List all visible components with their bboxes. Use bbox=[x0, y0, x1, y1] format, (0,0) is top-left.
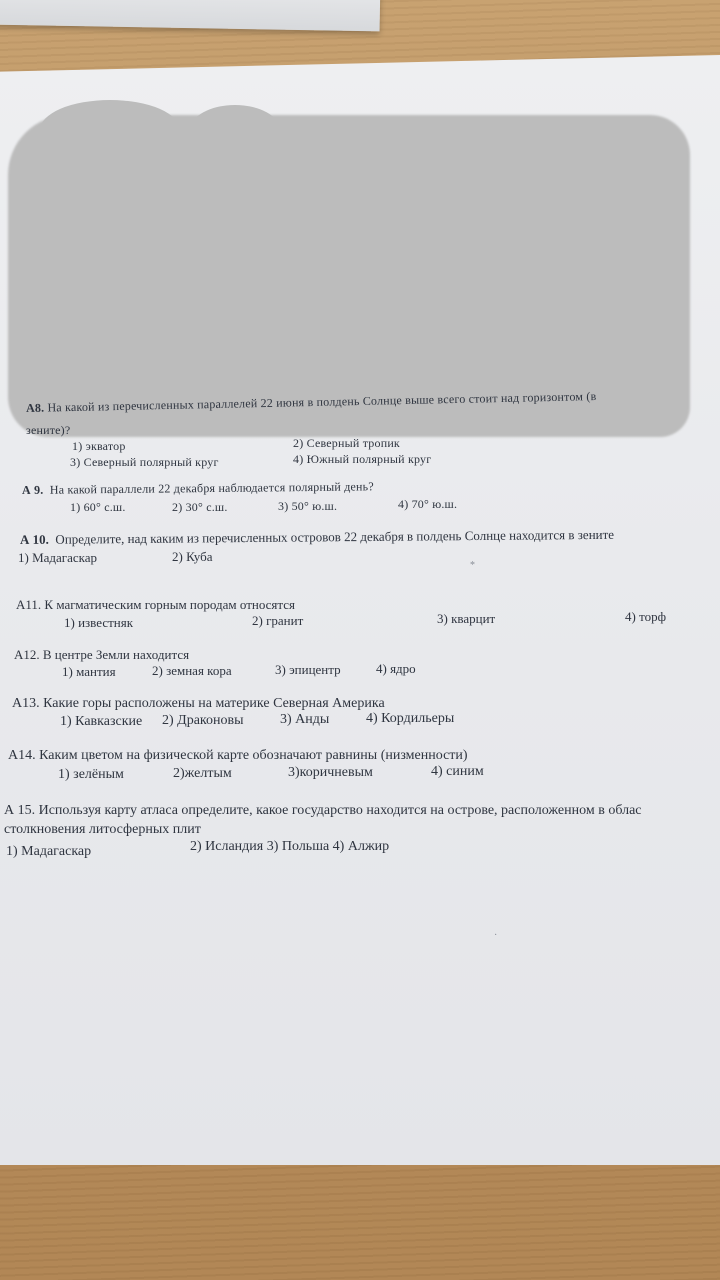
question-a8-text-line2: зените)? bbox=[26, 423, 71, 437]
question-a8-text-line1: На какой из перечисленных параллелей 22 июня в полдень Солнце выше всего стоит над горизонтом (в bbox=[47, 389, 597, 415]
question-a9-option-1: 1) 60° с.ш. bbox=[70, 500, 126, 514]
question-a15-option-1: 1) Мадагаскар bbox=[6, 844, 92, 859]
question-a8-option-2: 2) Северный тропик bbox=[293, 436, 400, 450]
question-a13-option-1: 1) Кавказские bbox=[60, 714, 143, 729]
paper-speck: * bbox=[470, 560, 475, 571]
question-a8-number: А8. bbox=[25, 400, 45, 415]
question-a12-text: А12. В центре Земли находится bbox=[14, 647, 190, 662]
question-a15-text-line1: А 15. Используя карту атласа определите, какое государство находится на острове, расположенном в облас bbox=[4, 803, 642, 818]
redacted-area-edge bbox=[40, 100, 180, 160]
question-a14-option-4: 4) синим bbox=[431, 764, 484, 779]
question-a13-option-3: 3) Анды bbox=[280, 712, 330, 727]
question-a9-text bbox=[22, 480, 374, 496]
question-a11-option-2: 2) гранит bbox=[252, 613, 304, 628]
question-a15-options-2-4: 2) Исландия 3) Польша 4) Алжир bbox=[190, 839, 390, 854]
background-paper-sheet bbox=[0, 0, 380, 31]
question-a13-text: А13. Какие горы расположены на материке Северная Америка bbox=[12, 696, 385, 711]
question-a9-option-3: 3) 50° ю.ш. bbox=[278, 499, 338, 513]
question-a12-option-3: 3) эпицентр bbox=[275, 662, 341, 677]
question-a9-number: А 9. bbox=[21, 482, 44, 497]
question-a9-text-body: На какой параллели 22 декабря наблюдается полярный день? bbox=[49, 479, 374, 497]
question-a10-text-body: Определите, над каким из перечисленных островов 22 декабря в полдень Солнце находится в зените bbox=[55, 526, 615, 547]
question-a8-option-4: 4) Южный полярный круг bbox=[293, 452, 432, 466]
question-a13-option-2: 2) Драконовы bbox=[162, 713, 244, 728]
question-a14-option-3: 3)коричневым bbox=[288, 765, 373, 780]
redacted-area-edge bbox=[420, 160, 670, 220]
question-a9-option-2: 2) 30° с.ш. bbox=[172, 500, 228, 514]
question-a14-option-2: 2)желтым bbox=[173, 766, 232, 781]
question-a11-option-4: 4) торф bbox=[625, 609, 667, 624]
question-a12-option-2: 2) земная кора bbox=[152, 663, 232, 678]
question-a10-number: А 10. bbox=[19, 531, 49, 547]
redacted-area-edge bbox=[190, 105, 280, 155]
question-a11-text: А11. К магматическим горным породам относятся bbox=[16, 597, 296, 612]
question-a14-text: А14. Каким цветом на физической карте обозначают равнины (низменности) bbox=[8, 748, 468, 763]
question-a8-option-1: 1) экватор bbox=[72, 439, 126, 453]
question-a14-option-1: 1) зелёным bbox=[58, 767, 124, 782]
question-a13-option-4: 4) Кордильеры bbox=[366, 711, 455, 726]
question-a11-option-3: 3) кварцит bbox=[437, 611, 496, 626]
question-a10-option-1: 1) Мадагаскар bbox=[18, 550, 98, 565]
question-a10-option-2: 2) Куба bbox=[172, 549, 213, 564]
paper-speck: · bbox=[494, 930, 498, 941]
question-a12-option-1: 1) мантия bbox=[62, 664, 116, 679]
question-a8-option-3: 3) Северный полярный круг bbox=[70, 455, 219, 469]
question-a11-option-1: 1) известняк bbox=[64, 615, 134, 630]
question-a15-text-line2: столкновения литосферных плит bbox=[4, 822, 201, 837]
question-a12-option-4: 4) ядро bbox=[376, 661, 416, 676]
question-a9-option-4: 4) 70° ю.ш. bbox=[398, 497, 458, 511]
